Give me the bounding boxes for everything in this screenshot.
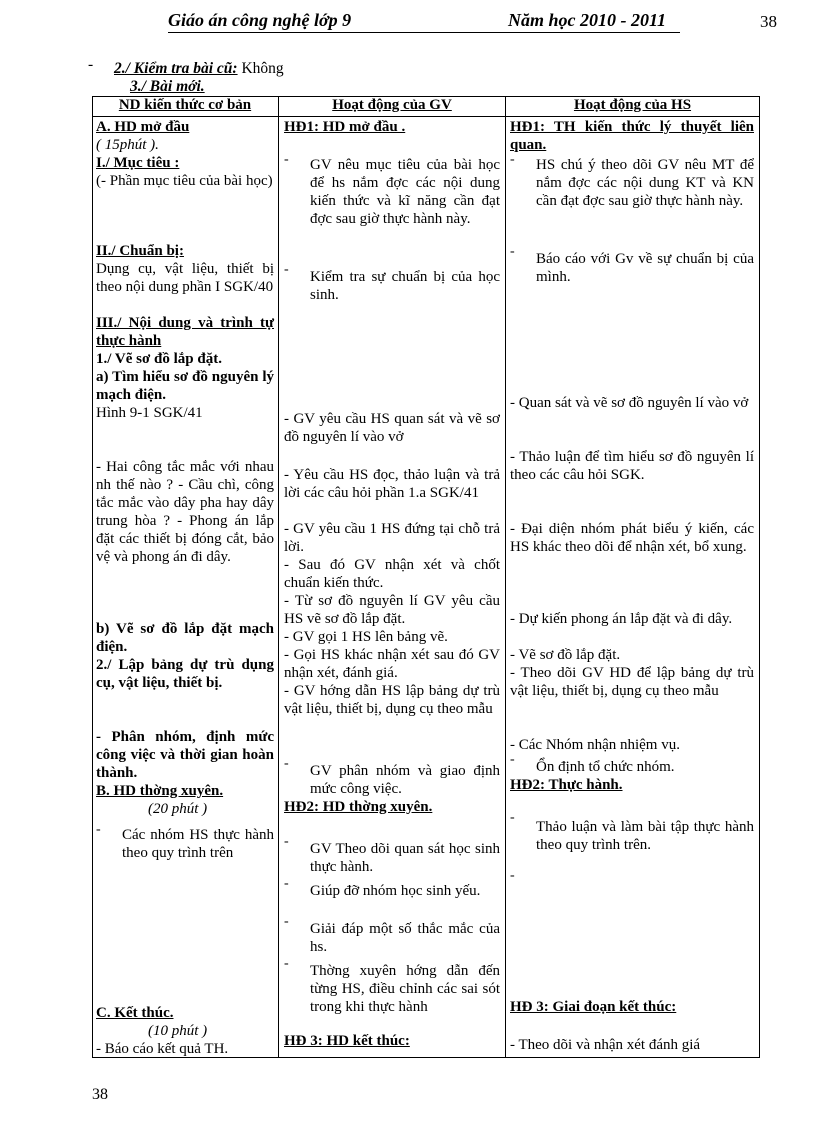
grouping-heading: - Phân nhóm, định mức công việc và thời gian hoàn thành. [96, 729, 274, 781]
hs-item: HS chú ý theo dõi GV nêu MT để nắm đợc các nội dung KT và KN cần đạt đợc sau giờ thực hành này. [536, 157, 754, 209]
gv-item: Kiểm tra sự chuẩn bị của học sinh. [310, 269, 500, 303]
step-1b-heading: b) Vẽ sơ đồ lắp đặt mạch điện. [96, 621, 274, 655]
step-2-heading: 2./ Lập bảng dự trù dụng cụ, vật liệu, thiết bị. [96, 657, 274, 691]
hs-hd2-heading: HĐ2: Thực hành. [510, 777, 623, 793]
hs-item: - Theo dõi và nhận xét đánh giá [510, 1037, 701, 1053]
questions-text: - Hai công tắc mắc với nhau nh thế nào ? - Cầu chì, công tắc mắc vào dây pha hay dây trung hòa ? - Phong án lắp đặt các thiết bị đóng cắt, bảo vệ và phong án đi dây. [96, 459, 274, 565]
lesson-table [92, 96, 760, 1058]
hs-item: - Đại diện nhóm phát biểu ý kiến, các HS khác theo dõi để nhận xét, bổ xung. [510, 521, 754, 555]
table-divider [505, 96, 506, 1058]
section-c-title: C. Kết thúc. [96, 1005, 174, 1021]
bullet-dash: - [96, 822, 101, 837]
gv-item: - Yêu cầu HS đọc, thảo luận và trả lời các câu hỏi phần 1.a SGK/41 [284, 467, 500, 501]
gv-item: - GV gọi 1 HS lên bảng vẽ. [284, 629, 448, 645]
gv-item: - Sau đó GV nhận xét và chốt chuẩn kiến thức. [284, 557, 500, 591]
check-value: Không [241, 60, 284, 77]
check-label: 2./ Kiểm tra bài cũ: [114, 60, 238, 77]
bullet-dash: - [510, 868, 515, 883]
preparation-heading: II./ Chuẩn bị: [96, 243, 184, 259]
footer-page-number: 38 [92, 1086, 108, 1103]
hs-hd1-heading: HĐ1: TH kiến thức lý thuyết liên quan. [510, 119, 754, 153]
gv-hd3-heading: HĐ 3: HD kết thúc: [284, 1033, 410, 1049]
gv-item: Giúp đỡ nhóm học sinh yếu. [310, 883, 481, 899]
figure-ref: Hình 9-1 SGK/41 [96, 405, 203, 421]
preparation-text: Dụng cụ, vật liệu, thiết bị theo nội dung phần I SGK/40 [96, 261, 274, 295]
hs-item: Thảo luận và làm bài tập thực hành theo quy trình trên. [536, 819, 754, 853]
section-c-item: - Báo cáo kết quả TH. [96, 1041, 229, 1057]
check-line [88, 56, 284, 78]
bullet-dash: - [284, 914, 289, 929]
bullet-dash: - [510, 752, 515, 767]
bullet-dash: - [510, 244, 515, 259]
objectives-text: (- Phần mục tiêu của bài học) [96, 173, 273, 189]
hs-item: - Vẽ sơ đồ lắp đặt. [510, 647, 621, 663]
step-1-heading: 1./ Vẽ sơ đồ lắp đặt. [96, 351, 222, 367]
gv-item: GV Theo dõi quan sát học sinh thực hành. [310, 841, 500, 875]
hs-item: - Các Nhóm nhận nhiệm vụ. [510, 737, 680, 753]
bullet-dash: - [284, 756, 289, 771]
bullet-dash: - [284, 834, 289, 849]
column-header: Hoạt động của GV [332, 97, 452, 113]
gv-item: - GV yêu cầu HS quan sát và vẽ sơ đồ nguyên lí vào vở [284, 411, 500, 445]
hs-item: - Quan sát và vẽ sơ đồ nguyên lí vào vở [510, 395, 749, 411]
bullet-dash: - [510, 152, 515, 167]
bullet-dash: - [284, 262, 289, 277]
section-a-title: A. HD mở đầu [96, 119, 190, 135]
hs-hd3-heading: HĐ 3: Giai đoạn kết thúc: [510, 999, 677, 1015]
table-border [92, 96, 93, 1058]
new-lesson-heading: 3./ Bài mới. [130, 78, 205, 95]
section-a-time: ( 15phút ). [96, 137, 159, 153]
section-b-time: (20 phút ) [148, 801, 208, 817]
hs-item: - Theo dõi GV HD để lập bảng dự trù vật liệu, thiết bị, dụng cụ theo mẫu [510, 665, 754, 699]
hs-item: Báo cáo với Gv về sự chuẩn bị của mình. [536, 251, 754, 285]
bullet-dash: - [88, 56, 94, 73]
gv-item: GV nêu mục tiêu của bài học để hs nắm đợc các nội dung kiến thức và kĩ năng cần đạt đợc sau giờ thực hành này. [310, 157, 500, 227]
gv-hd2-heading: HĐ2: HD thờng xuyên. [284, 799, 433, 815]
gv-item: Giải đáp một số thắc mắc của hs. [310, 921, 500, 955]
table-divider [278, 96, 279, 1058]
table-border [759, 96, 760, 1058]
bullet-dash: - [284, 152, 289, 167]
gv-item: GV phân nhóm và giao định mức công việc. [310, 763, 500, 797]
header-title: Giáo án công nghệ lớp 9 [168, 10, 352, 30]
gv-item: - Từ sơ đồ nguyên lí GV yêu cầu HS vẽ sơ đồ lắp đặt. [284, 593, 500, 627]
gv-item: - Gọi HS khác nhận xét sau đó GV nhận xét, đánh giá. [284, 647, 500, 681]
table-divider [92, 116, 760, 117]
bullet-dash: - [510, 810, 515, 825]
bullet-dash: - [284, 876, 289, 891]
content-heading: III./ Nội dung và trình tự thực hành [96, 315, 274, 349]
header-rule [168, 32, 680, 33]
header-year: Năm học 2010 - 2011 [508, 10, 667, 30]
bullet-dash: - [284, 956, 289, 971]
gv-item: - GV yêu cầu 1 HS đứng tại chỗ trả lời. [284, 521, 500, 555]
column-header: Hoạt động của HS [573, 97, 692, 113]
hs-item: Ổn định tổ chức nhóm. [536, 759, 675, 775]
section-b-title: B. HD thờng xuyên. [96, 783, 224, 799]
gv-item: - GV hớng dẫn HS lập bảng dự trù vật liệu, thiết bị, dụng cụ theo mẫu [284, 683, 500, 717]
hs-item: - Thảo luận để tìm hiểu sơ đồ nguyên lí theo các câu hỏi SGK. [510, 449, 754, 483]
gv-hd1-heading: HĐ1: HD mở đầu . [284, 119, 406, 135]
header-page-number: 38 [760, 12, 777, 31]
hs-item: - Dự kiến phong án lắp đặt và đi dây. [510, 611, 733, 627]
objectives-heading: I./ Mục tiêu : [96, 155, 180, 171]
column-header: ND kiến thức cơ bản [118, 97, 252, 113]
step-1a-heading: a) Tìm hiểu sơ đồ nguyên lý mạch điện. [96, 369, 274, 403]
section-c-time: (10 phút ) [148, 1023, 208, 1039]
gv-item: Thờng xuyên hớng dẫn đến từng HS, điều chỉnh các sai sót trong khi thực hành [310, 963, 500, 1015]
section-b-item: Các nhóm HS thực hành theo quy trình trên [122, 827, 274, 861]
